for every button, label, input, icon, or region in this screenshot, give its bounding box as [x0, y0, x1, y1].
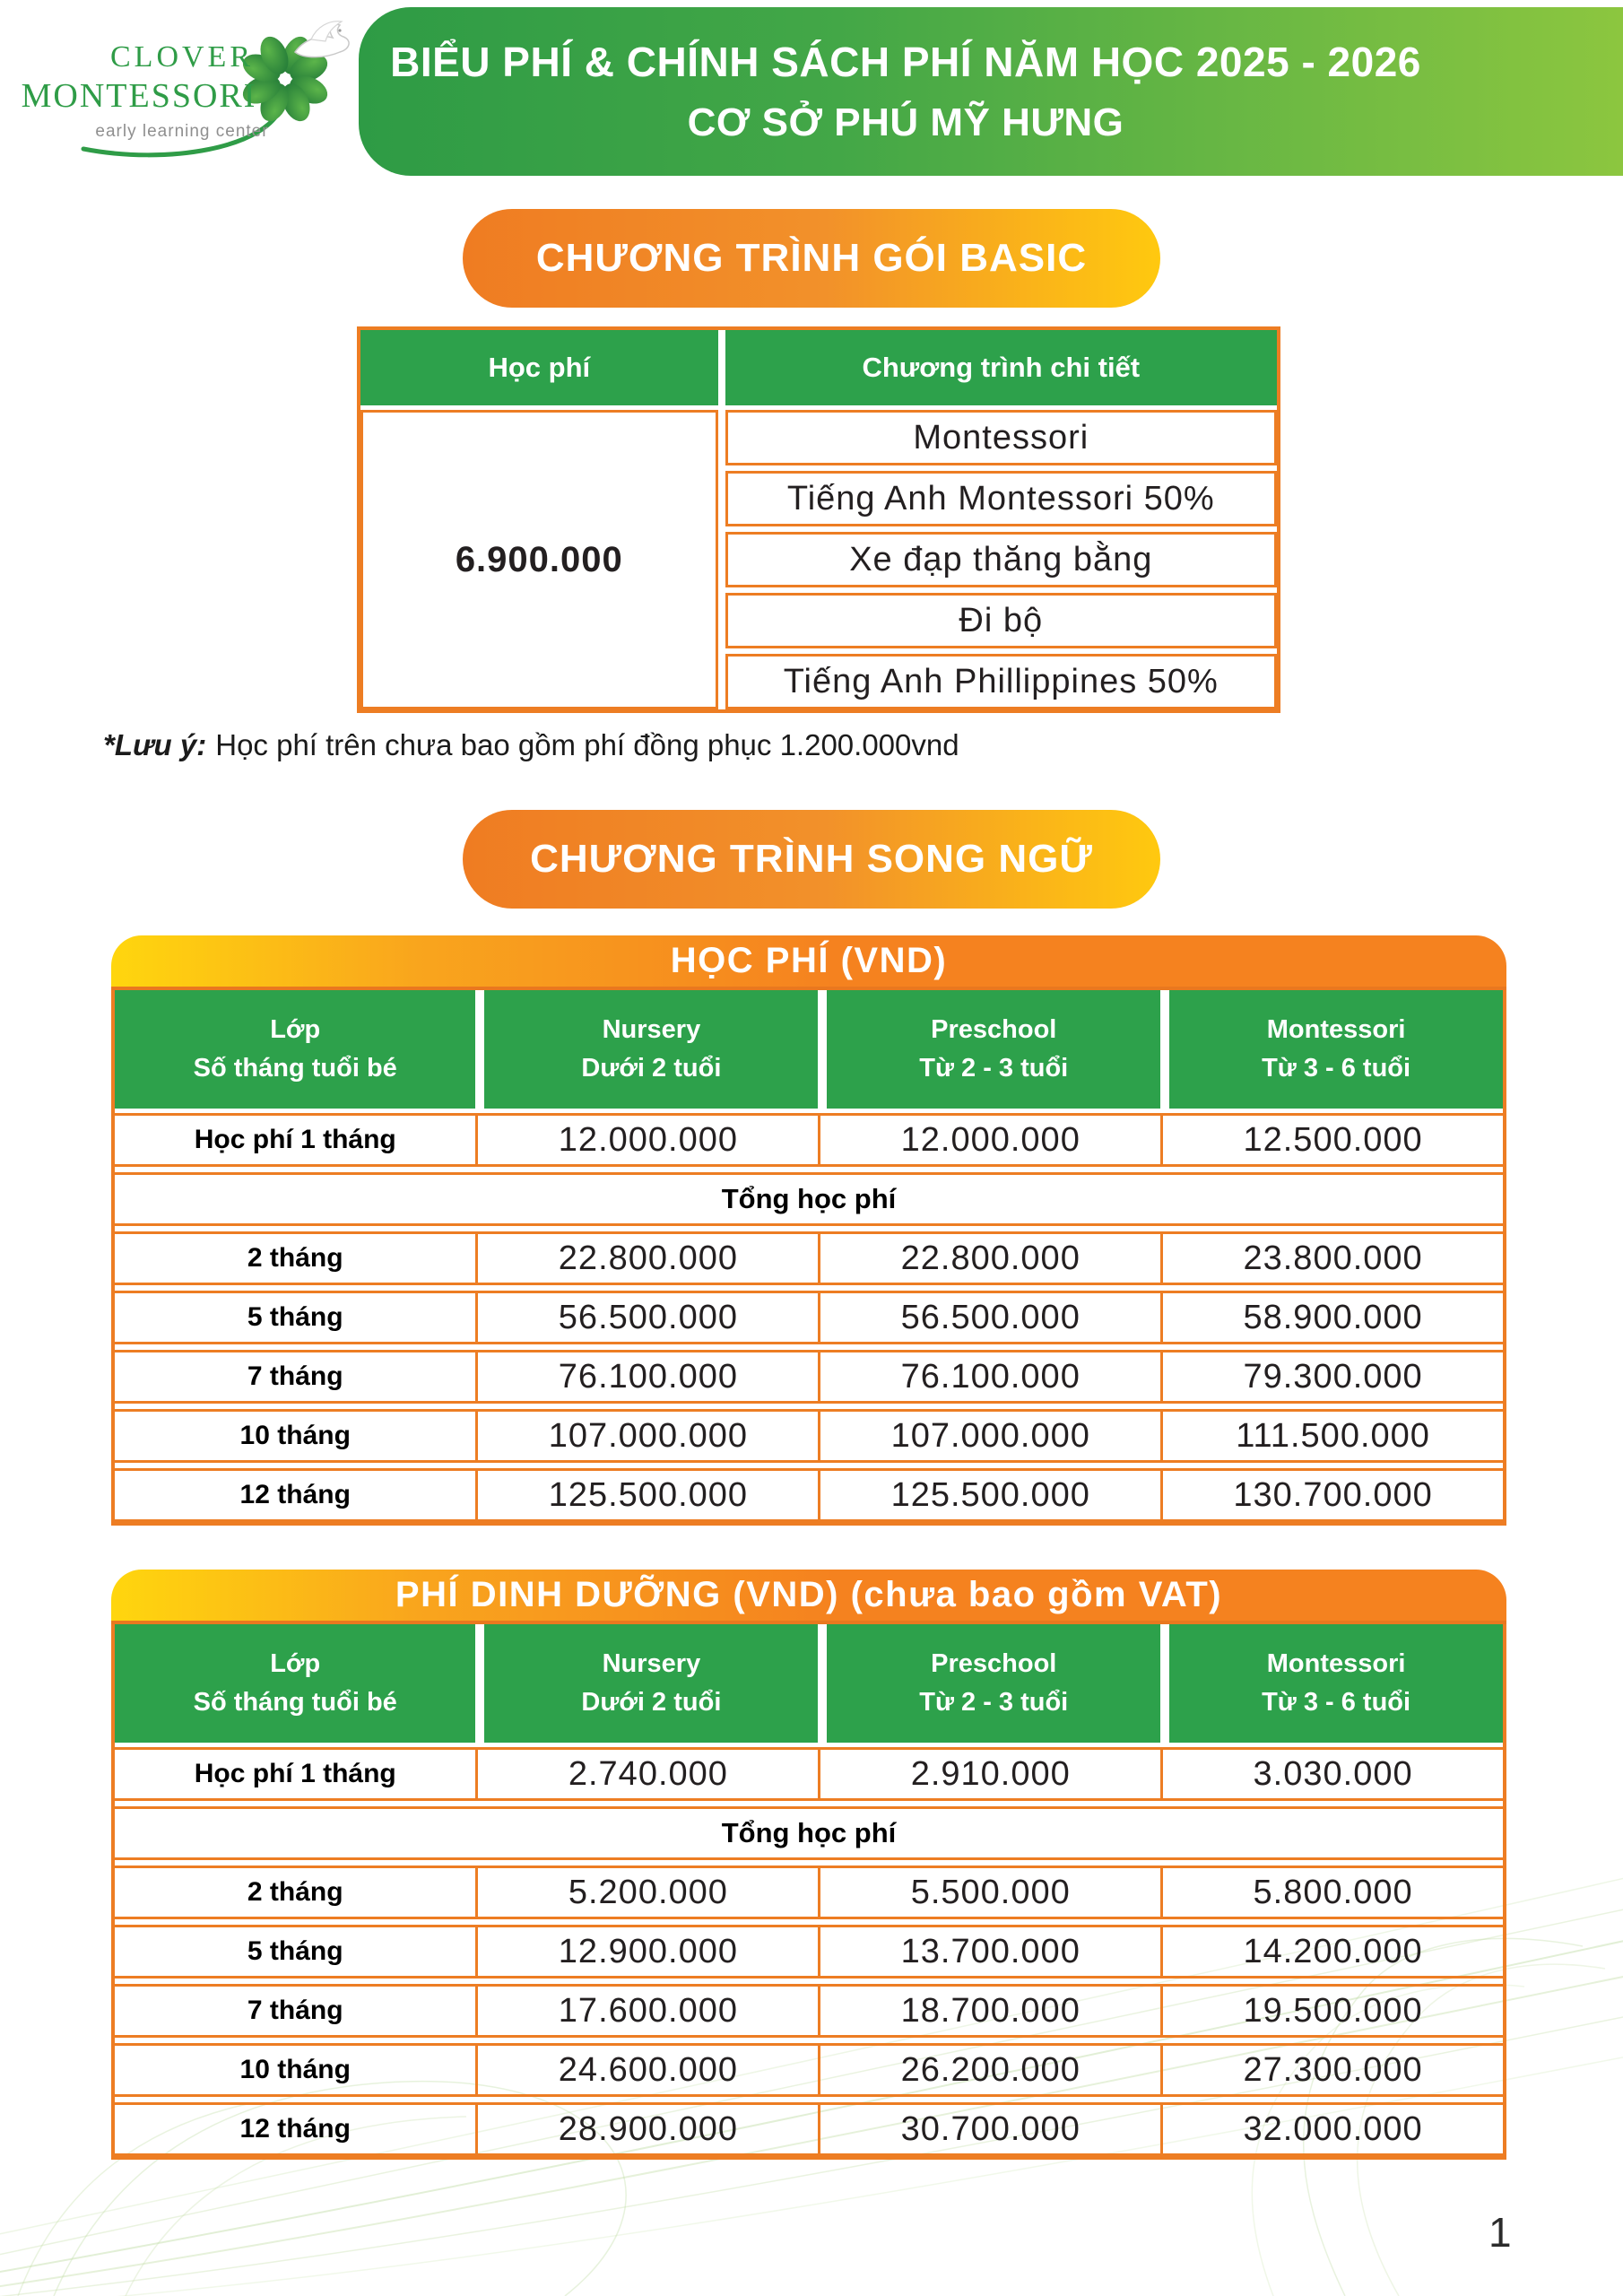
value-cell: 26.200.000 — [818, 2046, 1160, 2094]
value-cell: 19.500.000 — [1160, 1987, 1503, 2035]
table-row — [115, 1468, 1503, 1522]
bilingual-program-heading: CHƯƠNG TRÌNH SONG NGỮ — [530, 837, 1093, 881]
tuition-table-title: HỌC PHÍ (VND) — [670, 941, 948, 980]
value-cell: 2.740.000 — [475, 1750, 818, 1798]
table-row — [115, 1231, 1503, 1285]
value-cell: 24.600.000 — [475, 2046, 818, 2094]
value-cell: 32.000.000 — [1160, 2105, 1503, 2153]
note-text: Học phí trên chưa bao gồm phí đồng phục 1.200.000vnd — [215, 728, 959, 761]
table-row — [115, 1866, 1503, 1919]
total-nutrition-subheader-row: Tổng học phí — [115, 1806, 1503, 1860]
table-row — [115, 1291, 1503, 1344]
value-cell: 17.600.000 — [475, 1987, 818, 2035]
column-header: Nursery Dưới 2 tuổi — [484, 990, 818, 1109]
row-label-cell: 7 tháng — [247, 1996, 343, 2025]
value-cell: 130.700.000 — [1160, 1471, 1503, 1519]
value-cell: 23.800.000 — [1160, 1234, 1503, 1283]
logo-tagline: early learning center — [95, 122, 269, 141]
row-label-cell: 12 tháng — [239, 2114, 351, 2144]
value-cell: 107.000.000 — [818, 1412, 1160, 1460]
nutrition-fee-table — [111, 1570, 1506, 2160]
basic-program-heading-pill — [463, 209, 1160, 308]
value-cell: 5.200.000 — [475, 1868, 818, 1917]
value-cell: 5.800.000 — [1160, 1868, 1503, 1917]
row-label-cell: 12 tháng — [239, 1480, 351, 1509]
value-cell: 76.100.000 — [475, 1352, 818, 1401]
value-cell: 28.900.000 — [475, 2105, 818, 2153]
value-cell: 27.300.000 — [1160, 2046, 1503, 2094]
program-cell: Tiếng Anh Montessori 50% — [725, 471, 1277, 526]
table-row — [115, 1409, 1503, 1463]
table-row — [115, 1984, 1503, 2038]
table-row — [115, 1747, 1503, 1801]
nutrition-column-header-row — [115, 1624, 1503, 1743]
row-label-cell: 10 tháng — [239, 2055, 351, 2084]
note-label: *Lưu ý: — [103, 728, 207, 761]
column-header: Montessori Từ 3 - 6 tuổi — [1169, 990, 1503, 1109]
value-cell: 76.100.000 — [818, 1352, 1160, 1401]
value-cell: 30.700.000 — [818, 2105, 1160, 2153]
table-row — [115, 1113, 1503, 1167]
value-cell: 111.500.000 — [1160, 1412, 1503, 1460]
value-cell: 22.800.000 — [818, 1234, 1160, 1283]
value-cell: 18.700.000 — [818, 1987, 1160, 2035]
value-cell: 13.700.000 — [818, 1927, 1160, 1976]
value-cell: 12.000.000 — [818, 1116, 1160, 1164]
value-cell: 5.500.000 — [818, 1868, 1160, 1917]
value-cell: 125.500.000 — [475, 1471, 818, 1519]
row-label-cell: 7 tháng — [247, 1361, 343, 1391]
table-row — [115, 1350, 1503, 1404]
table-row — [115, 2102, 1503, 2156]
table-row — [115, 2043, 1503, 2097]
program-cell: Tiếng Anh Phillippines 50% — [725, 654, 1277, 709]
uniform-fee-note — [103, 728, 959, 762]
value-cell: 107.000.000 — [475, 1412, 818, 1460]
value-cell: 14.200.000 — [1160, 1927, 1503, 1976]
basic-table-body — [360, 410, 1277, 709]
tuition-table-body — [111, 990, 1506, 1526]
basic-program-heading: CHƯƠNG TRÌNH GÓI BASIC — [535, 236, 1088, 280]
column-header: Lớp Số tháng tuổi bé — [115, 990, 475, 1109]
row-label-cell: 5 tháng — [247, 1936, 343, 1966]
row-label-cell: Học phí 1 tháng — [194, 1125, 396, 1154]
value-cell: 22.800.000 — [475, 1234, 818, 1283]
logo-name-line1: CLOVER — [110, 40, 254, 74]
row-label-cell: 2 tháng — [247, 1877, 343, 1907]
total-tuition-subheader-row: Tổng học phí — [115, 1172, 1503, 1226]
document-title-banner — [359, 7, 1623, 176]
value-cell: 125.500.000 — [818, 1471, 1160, 1519]
value-cell: 12.500.000 — [1160, 1116, 1503, 1164]
tuition-fee-table — [111, 935, 1506, 1526]
basic-header-fee: Học phí — [360, 330, 718, 405]
nutrition-table-title: PHÍ DINH DƯỠNG (VND) (chưa bao gồm VAT) — [395, 1575, 1223, 1614]
value-cell: 56.500.000 — [475, 1293, 818, 1342]
column-header: Lớp Số tháng tuổi bé — [115, 1624, 475, 1743]
bilingual-program-heading-pill — [463, 810, 1160, 909]
basic-program-list — [725, 410, 1277, 709]
value-cell: 2.910.000 — [818, 1750, 1160, 1798]
row-label-cell: 10 tháng — [239, 1421, 351, 1450]
column-header: Montessori Từ 3 - 6 tuổi — [1169, 1624, 1503, 1743]
value-cell: 79.300.000 — [1160, 1352, 1503, 1401]
program-cell: Đi bộ — [725, 593, 1277, 648]
tuition-column-header-row — [115, 990, 1503, 1109]
basic-fee-cell: 6.900.000 — [360, 410, 718, 709]
column-header: Preschool Từ 2 - 3 tuổi — [827, 990, 1160, 1109]
row-label-cell: Học phí 1 tháng — [194, 1759, 396, 1788]
row-label-cell: 5 tháng — [247, 1302, 343, 1332]
value-cell: 12.900.000 — [475, 1927, 818, 1976]
page-number: 1 — [1488, 2209, 1512, 2256]
basic-header-detail: Chương trình chi tiết — [725, 330, 1277, 405]
table-row — [115, 1925, 1503, 1979]
value-cell: 58.900.000 — [1160, 1293, 1503, 1342]
nutrition-table-title-bar — [111, 1570, 1506, 1624]
value-cell: 3.030.000 — [1160, 1750, 1503, 1798]
column-header: Nursery Dưới 2 tuổi — [484, 1624, 818, 1743]
value-cell: 12.000.000 — [475, 1116, 818, 1164]
banner-title-line2: CƠ SỞ PHÚ MỸ HƯNG — [687, 100, 1124, 144]
program-cell: Xe đạp thăng bằng — [725, 532, 1277, 587]
tuition-table-title-bar — [111, 935, 1506, 990]
logo-name-line2: MONTESSORI — [21, 77, 257, 115]
program-cell: Montessori — [725, 410, 1277, 465]
basic-program-table — [357, 326, 1280, 713]
row-label-cell: 2 tháng — [247, 1243, 343, 1273]
basic-table-header-row — [360, 330, 1277, 405]
clover-montessori-logo — [13, 14, 354, 176]
column-header: Preschool Từ 2 - 3 tuổi — [827, 1624, 1160, 1743]
banner-title-line1: BIỂU PHÍ & CHÍNH SÁCH PHÍ NĂM HỌC 2025 - 2026 — [390, 39, 1421, 85]
nutrition-table-body — [111, 1624, 1506, 2160]
value-cell: 56.500.000 — [818, 1293, 1160, 1342]
